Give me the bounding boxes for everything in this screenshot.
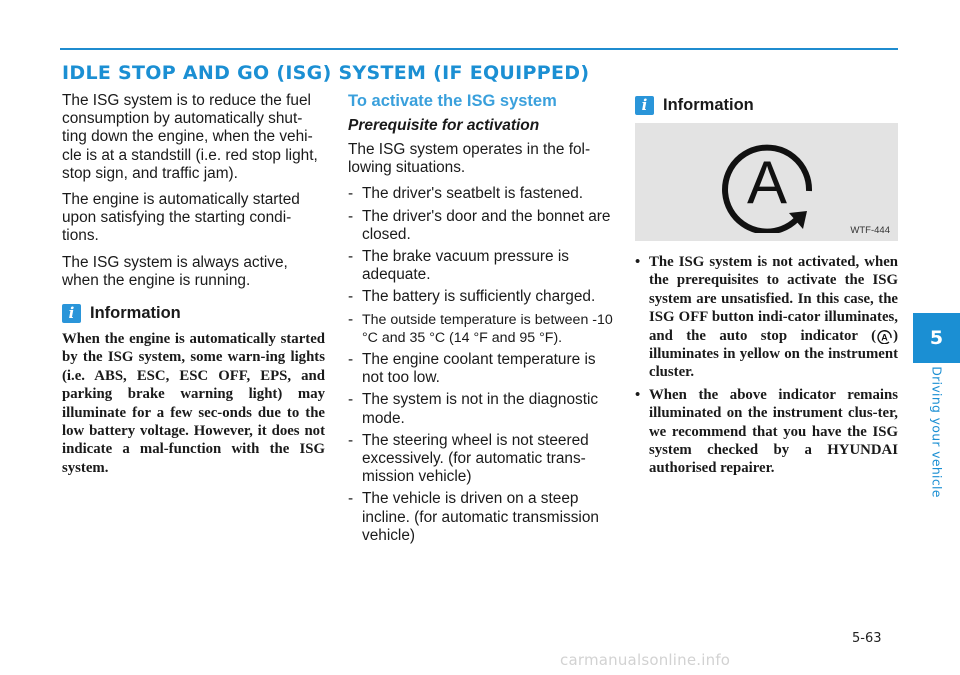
information-icon: i <box>62 304 81 323</box>
list-item: - The driver's seatbelt is fastened. <box>348 185 584 203</box>
list-item: - The driver's door and the bonnet are closed. <box>348 207 611 243</box>
figure-code: WTF-444 <box>850 225 890 236</box>
information-label: Information <box>90 304 181 323</box>
list-item: - The vehicle is driven on a steep incline. (for automatic transmission vehicle) <box>348 490 599 544</box>
intro-paragraph-3: The ISG system is always active, when the engine is running. <box>62 253 288 289</box>
activation-heading: To activate the ISG system <box>348 92 557 110</box>
column-2 <box>348 92 613 549</box>
intro-paragraph-2: The engine is automatically started upon satisfying the starting condi-tions. <box>62 191 300 245</box>
list-item: - The battery is sufficiently charged. <box>348 288 596 306</box>
svg-text:A: A <box>881 332 888 343</box>
information-icon: i <box>635 96 654 115</box>
list-item: - The engine coolant temperature is not too low. <box>348 351 596 387</box>
indicator-letter: A <box>746 149 788 216</box>
column-1 <box>62 92 325 477</box>
information-heading <box>62 304 325 323</box>
watermark: carmanualsonline.info <box>560 651 731 669</box>
prerequisite-intro: The ISG system operates in the fol-lowing situations. <box>348 141 591 177</box>
auto-stop-indicator-icon <box>715 133 819 233</box>
information-label: Information <box>663 96 754 114</box>
information-bullets <box>635 253 898 478</box>
information-text: When the engine is automatically started by the ISG system, some warn-ing lights (i.e. ABS, ESC, ESC OFF, EPS, and parking brake warning light) may illuminate for a few sec-onds due to the low battery voltage. However, it does not indicate a mal-function with the ISG system. <box>62 331 325 476</box>
list-item: - The system is not in the diagnostic mode. <box>348 391 599 427</box>
list-item: • When the above indicator remains illuminated on the instrument clus-ter, we recommend that you have the ISG system checked by a HYUNDAI authorised repairer. <box>635 386 898 477</box>
section-title: IDLE STOP AND GO (ISG) SYSTEM (IF EQUIPPED) <box>62 62 590 84</box>
list-item: - The steering wheel is not steered excessively. (for automatic trans-mission vehicle) <box>348 431 589 486</box>
list-item: - The brake vacuum pressure is adequate. <box>348 248 570 284</box>
prerequisite-list <box>348 185 613 545</box>
header-rule <box>60 48 898 50</box>
auto-stop-indicator-figure <box>635 123 898 241</box>
intro-paragraph-1: The ISG system is to reduce the fuel consumption by automatically shut-ting down the engine, when the vehi-cle is at a standstill (i.e. red stop light, stop sign, and traffic jam). <box>62 92 318 182</box>
page-number: 5-63 <box>852 631 882 646</box>
chapter-title: Driving your vehicle <box>929 366 945 498</box>
chapter-tab: 5 <box>913 313 960 363</box>
list-item: - The outside temperature is between -10 °C and 35 °C (14 °F and 95 °F). <box>348 310 613 346</box>
column-3 <box>635 92 898 482</box>
list-item: • The ISG system is not activated, when the prerequisites to activate the ISG system are unsatisfied. In this case, the ISG OFF button indi-cator illuminates, and the auto stop indicator ( A ) illuminates in yellow on the instrument cluster. <box>635 254 898 381</box>
auto-stop-indicator-icon <box>876 329 893 344</box>
prerequisite-subheading: Prerequisite for activation <box>348 117 540 134</box>
information-heading <box>635 96 898 115</box>
